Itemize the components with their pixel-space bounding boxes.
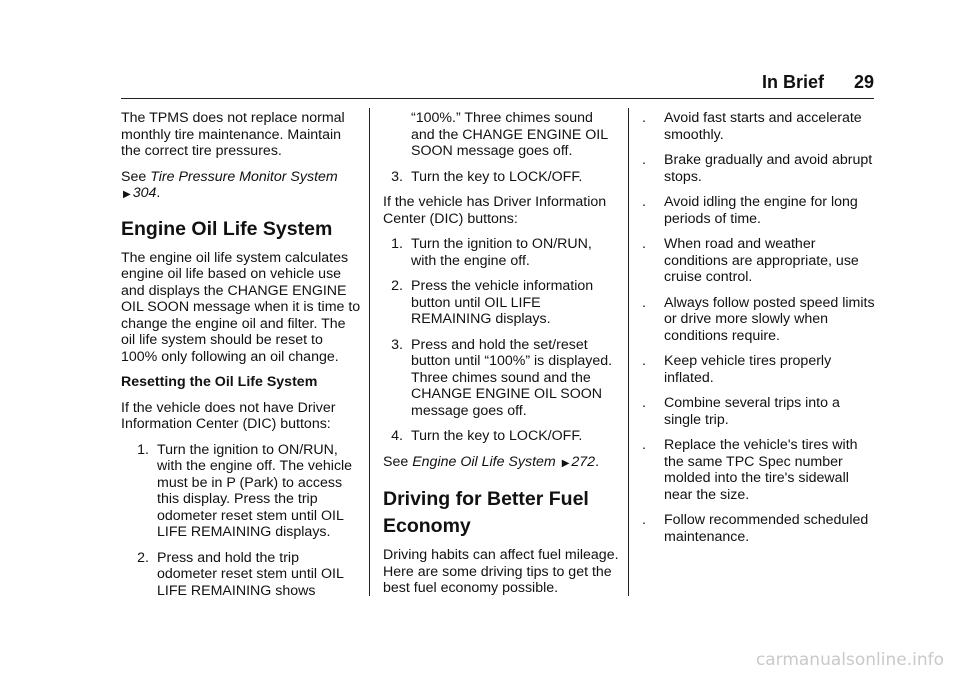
header-divider <box>121 98 874 99</box>
list-item <box>121 442 361 541</box>
engine-oil-life-heading: Engine Oil Life System <box>121 217 333 240</box>
list-item <box>642 194 878 227</box>
step-continuation-text: “100%.” Three chimes sound and the CHANGE ENGINE OIL SOON message goes off. <box>411 110 608 159</box>
column-divider-1 <box>369 108 370 596</box>
tpms-reference-link[interactable]: Tire Pressure Monitor System <box>150 168 338 185</box>
step-number: 1. <box>137 441 149 458</box>
step-text: Turn the key to LOCK/OFF. <box>411 168 583 185</box>
page-reference-arrow-icon: ▶ <box>561 457 570 469</box>
step-text: Press and hold the trip odometer reset stem until OIL LIFE REMAINING shows <box>157 549 344 599</box>
bullet-icon: . <box>642 152 646 168</box>
page-header <box>0 72 874 93</box>
list-item <box>383 428 619 445</box>
bullet-text: Brake gradually and avoid abrupt stops. <box>664 152 873 185</box>
list-item <box>642 110 878 143</box>
see-label: See <box>121 168 147 185</box>
step-number: 1. <box>391 236 403 252</box>
tpms-cross-reference: See Tire Pressure Monitor System ▶ 304. <box>121 168 338 201</box>
bullet-text: Avoid fast starts and accelerate smoothly. <box>664 110 862 143</box>
step-text: Press the vehicle information button until OIL LIFE REMAINING displays. <box>411 278 594 327</box>
list-item <box>121 550 361 600</box>
tpms-reference-page[interactable]: 304 <box>132 185 157 201</box>
oil-life-reference-link[interactable]: Engine Oil Life System <box>412 453 556 470</box>
list-item <box>383 337 619 420</box>
bullet-text: Replace the vehicle's tires with the same TPC Spec number molded into the tire's sidewall near the size. <box>664 437 858 503</box>
bullet-icon: . <box>642 395 646 411</box>
list-item <box>642 295 878 345</box>
list-item <box>642 353 878 386</box>
list-item <box>642 437 878 503</box>
step-text: Turn the key to LOCK/OFF. <box>411 428 583 444</box>
bullet-icon: . <box>642 512 646 528</box>
step-number: 2. <box>137 549 149 566</box>
list-item <box>642 395 878 428</box>
list-item <box>383 278 619 328</box>
bullet-icon: . <box>642 236 646 252</box>
step-number: 2. <box>391 278 403 294</box>
see-label: See <box>383 453 409 470</box>
engine-oil-life-body: The engine oil life system calculates engine oil life based on vehicle use and displays the CHANGE ENGINE OIL SOON message when it is time to change the engine oil and filter. The oil life system should be reset to 100% only following an oil change. <box>121 249 361 365</box>
step-number: 3. <box>391 168 403 185</box>
bullet-text: Keep vehicle tires properly inflated. <box>664 353 832 386</box>
list-item <box>642 236 878 286</box>
fuel-economy-heading: Driving for Better Fuel Economy <box>383 488 589 537</box>
list-item <box>383 169 619 186</box>
fuel-economy-body: Driving habits can affect fuel mileage. Here are some driving tips to get the best fuel economy possible. <box>383 547 619 596</box>
bullet-icon: . <box>642 194 646 210</box>
bullet-icon: . <box>642 353 646 369</box>
bullet-icon: . <box>642 110 646 126</box>
step-number: 4. <box>391 428 403 444</box>
resetting-oil-life-subhead: Resetting the Oil Life System <box>121 374 318 390</box>
list-item <box>642 152 878 185</box>
tpms-intro-text: The TPMS does not replace normal monthly tire maintenance. Maintain the correct tire pressures. <box>121 110 345 159</box>
step-text: Turn the ignition to ON/RUN, with the engine off. The vehicle must be in P (Park) to access this display. Press the trip odometer reset stem until OIL LIFE REMAINING displays. <box>157 441 353 540</box>
step-number: 3. <box>391 336 403 353</box>
watermark: carmanualsonline.info <box>755 650 944 670</box>
bullet-text: Combine several trips into a single trip. <box>664 395 840 428</box>
bullet-text: Avoid idling the engine for long periods of time. <box>664 194 858 227</box>
page-reference-arrow-icon: ▶ <box>123 189 131 200</box>
page-number: 29 <box>853 72 874 92</box>
oil-life-reference-page[interactable]: 272 <box>571 453 596 470</box>
dic-lead-text: If the vehicle has Driver Information Center (DIC) buttons: <box>383 194 607 227</box>
no-dic-lead-text: If the vehicle does not have Driver Information Center (DIC) buttons: <box>121 399 336 432</box>
bullet-icon: . <box>642 437 646 453</box>
bullet-text: Follow recommended scheduled maintenance. <box>664 512 869 545</box>
bullet-text: When road and weather conditions are appropriate, use cruise control. <box>664 236 859 285</box>
column-3 <box>642 110 878 554</box>
step-text: Turn the ignition to ON/RUN, with the engine off. <box>411 236 592 269</box>
column-2 <box>383 110 619 606</box>
bullet-text: Always follow posted speed limits or drive more slowly when conditions require. <box>664 294 875 344</box>
section-title: In Brief <box>761 72 824 92</box>
step-text: Press and hold the set/reset button until “100%” is displayed. Three chimes sound and the CHANGE ENGINE OIL SOON message goes off. <box>411 336 613 419</box>
list-item <box>383 236 619 269</box>
column-1 <box>121 110 361 608</box>
oil-life-cross-reference: See Engine Oil Life System ▶ 272. <box>383 453 600 470</box>
list-item <box>642 512 878 545</box>
bullet-icon: . <box>642 294 646 311</box>
column-divider-2 <box>628 108 629 596</box>
